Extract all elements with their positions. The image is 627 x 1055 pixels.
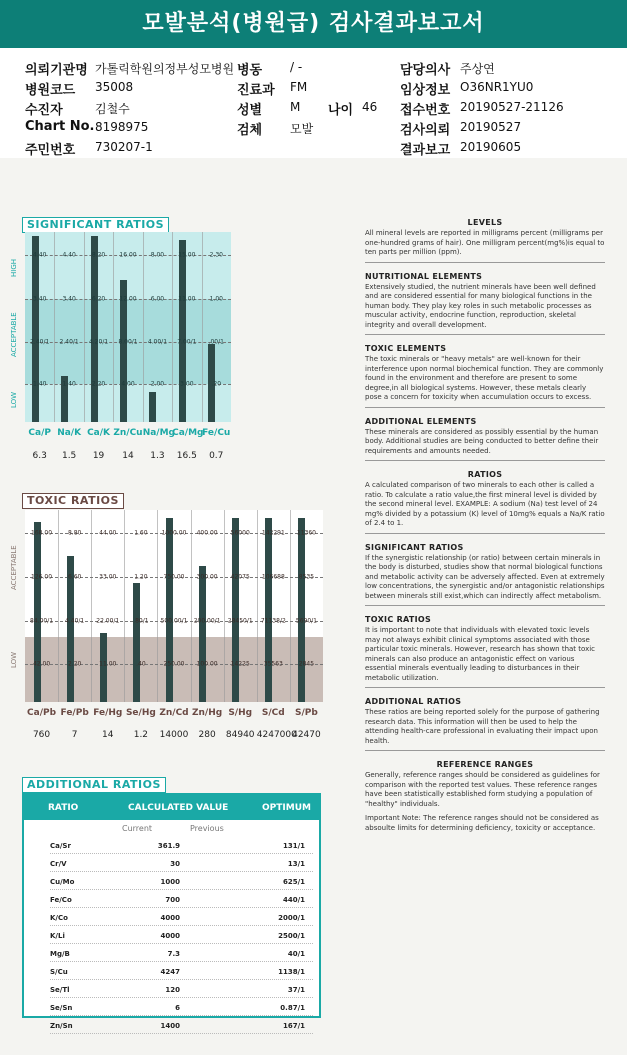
tick-label: 7.00/1 [177, 338, 197, 346]
significant-ratio-values [25, 451, 231, 461]
ratio-name: Mg/B [50, 950, 70, 958]
section-toxic-elements [365, 344, 605, 408]
category-label: Na/K [57, 428, 82, 438]
patient-info [0, 48, 627, 158]
ratio-bar-ca-mg [179, 240, 186, 422]
row-divider [50, 871, 313, 872]
optimum-value: 13/1 [287, 860, 305, 868]
ratio-name: Zn/Sn [50, 1022, 73, 1030]
sig-zone-high: HIGH [10, 258, 18, 277]
tick-label: 3.00 [180, 380, 194, 388]
tick-label: 4.00/1 [147, 338, 168, 346]
tick-label: 400.00 [196, 529, 218, 537]
column-divider [172, 232, 173, 422]
label-receipt-no: 접수번호 [400, 103, 451, 118]
category-label: Zn/Cd [159, 708, 189, 718]
tick-label: 5690/1 [295, 617, 317, 625]
section-additional-ratios [365, 697, 605, 751]
column-divider [124, 510, 125, 702]
label-patient: 수진자 [25, 103, 63, 118]
tick-label: 1.00 [209, 295, 223, 302]
row-divider [50, 925, 313, 926]
additional-ratios-rows [24, 837, 319, 1035]
tick-label: 56000 [230, 529, 250, 537]
tick-label: 42.00 [32, 660, 51, 668]
value-patient: 김철수 [95, 102, 130, 116]
row-divider [50, 1015, 313, 1016]
category-label: S/Cd [261, 708, 285, 718]
tick-label: 8.00 [150, 251, 165, 259]
tick-label: 2.00 [150, 380, 165, 388]
tick-label: 4.20/1 [88, 338, 109, 346]
tick-label: 1000.00 [161, 529, 187, 537]
row-divider [50, 979, 313, 980]
ratio-value: 14 [102, 730, 114, 740]
column-divider [54, 232, 55, 422]
toxic-ratios-heading: TOXIC RATIOS [365, 615, 432, 624]
category-label: S/Hg [228, 708, 253, 718]
levels-heading: LEVELS [467, 218, 503, 227]
ratio-value: 14000 [159, 730, 189, 740]
tick-label: 15.00 [178, 251, 196, 259]
optimum-value: 40/1 [287, 950, 305, 958]
toxic-ratio-categories [25, 708, 323, 718]
explanation-column [365, 218, 605, 842]
tick-label: 3.40 [62, 295, 76, 302]
current-value: 4247 [160, 968, 180, 976]
ratio-bar-ca-pb [34, 522, 41, 702]
tick-label: 28450/1 [227, 617, 253, 625]
ratio-value: 7 [71, 730, 78, 740]
column-divider [257, 510, 258, 702]
zone-band [25, 232, 231, 299]
optimum-value: 2000/1 [278, 914, 305, 922]
ratio-bar-s-hg [232, 518, 239, 702]
current-value: 4000 [160, 932, 180, 940]
report-title: 모발분석(병원급) 검사결과보고서 [0, 0, 627, 48]
sig-zone-acceptable: ACCEPTABLE [10, 312, 18, 357]
tick-label: 12.00 [119, 295, 137, 302]
ratio-name: Ca/Sr [50, 842, 71, 850]
current-value: 700 [165, 896, 180, 904]
value-age: 46 [362, 100, 378, 114]
ratio-bar-fe-hg [100, 633, 107, 702]
toxic-ratios-chart [25, 510, 323, 702]
tick-label: 11.00 [178, 295, 196, 302]
tick-label: 2.20 [91, 380, 106, 388]
ratio-bar-s-pb [298, 518, 305, 702]
significant-ratios-title: SIGNIFICANT RATIOS [22, 217, 169, 233]
tick-label: 71138/2 [260, 617, 286, 625]
ratios-text: A calculated comparison of two minerals to each other is called a ratio. To calculate a ratio value,the first mineral level is divided by the second mineral level. EXAMPLE: A sodium (Na) test level of 24 mg% divided by a potassium (K) level of 10mg% equals a Na/K ratio of 2.4 to 1. [365, 481, 605, 527]
tick-label: 142291 [261, 529, 285, 537]
tick-label: 200.00/1 [193, 617, 221, 625]
category-label: Fe/Cu [202, 428, 231, 438]
section-reference-ranges [365, 760, 605, 833]
header-optimum: OPTIMUM [262, 803, 311, 813]
subheader-current: Current [122, 824, 153, 833]
tick-label: 2.40/1 [59, 338, 79, 346]
row-divider [50, 853, 313, 854]
tick-label: 8.00/1 [118, 338, 138, 346]
additional-ratios-table [22, 793, 321, 1030]
value-hospital-code: 35008 [95, 80, 134, 94]
label-chart-no: Chart No. [25, 119, 95, 134]
category-label: S/Pb [295, 708, 318, 718]
row-divider [50, 943, 313, 944]
tick-label: 22.00/1 [96, 617, 120, 625]
ratio-name: Cr/V [50, 860, 67, 868]
category-label: Fe/Hg [93, 708, 123, 718]
optimum-value: 131/1 [282, 842, 305, 850]
tick-label: 8.80 [67, 529, 82, 537]
value-receipt-no: 20190527-21126 [460, 100, 564, 114]
tick-label: 2.40/1 [30, 338, 50, 346]
toxic-ratio-values [25, 730, 323, 740]
tick-label: 44.00 [99, 529, 117, 537]
ratio-bar-se-hg [133, 583, 140, 702]
additional-ratio-row [24, 891, 319, 909]
header-ratio: RATIO [48, 803, 79, 813]
additional-ratios-title: ADDITIONAL RATIOS [22, 777, 166, 793]
tox-zone-acceptable: ACCEPTABLE [10, 545, 18, 590]
additional-ratio-row [24, 873, 319, 891]
ratio-value: 760 [32, 730, 51, 740]
value-requesting-org: 가톨릭학원의정부성모병원 [95, 62, 235, 76]
tick-label: 4.40 [62, 251, 76, 259]
label-age: 나이 [328, 103, 354, 118]
section-levels [365, 218, 605, 263]
reference-ranges-note: Important Note: The reference ranges should not be considered as absoulte limits for determining deficiency, toxicity or acceptance. [365, 814, 599, 832]
ratio-bar-ca-p [32, 236, 39, 422]
tick-label: 1.60 [134, 529, 148, 537]
row-divider [50, 1033, 313, 1034]
column-divider [58, 510, 59, 702]
category-label: Fe/Pb [60, 708, 89, 718]
label-resident-no: 주민번호 [25, 143, 76, 158]
current-value: 6 [175, 1004, 180, 1012]
tick-label: 35563 [263, 660, 283, 668]
tick-label: 6.20 [91, 295, 106, 302]
row-divider [50, 907, 313, 908]
tick-label: 2.20 [67, 660, 82, 668]
tick-label: 33.00 [99, 573, 117, 581]
column-divider [91, 510, 92, 702]
value-specimen: 모발 [290, 122, 314, 136]
tick-label: 300.00 [196, 573, 218, 581]
reference-ranges-text: Generally, reference ranges should be considered as guidelines for comparison with the reported test values. These reference ranges have been statistically established form studying a population of "healthy" individuals. [365, 771, 600, 808]
tick-label: 100.00 [196, 660, 218, 668]
tick-label: 250.00 [163, 660, 185, 668]
tick-label: 500.00/1 [160, 617, 188, 625]
tick-label: 1.40 [33, 380, 47, 388]
value-chart-no: 8198975 [95, 120, 149, 134]
section-toxic-ratios [365, 615, 605, 688]
tick-label: .20 [211, 380, 222, 388]
tick-label: 6.60 [67, 573, 82, 581]
tick-label: .40 [136, 660, 146, 668]
toxic-ratios-text: It is important to note that individuals with elevated toxic levels may not always exhibit clinical symptoms associated with those particular toxic minerals. However, research has shown that toxic minerals can also produce an antagonistic effect on various essential minerals eventually leading to disturbances in their metabolic utilization. [365, 626, 596, 682]
tick-label: 168.00 [31, 529, 53, 537]
column-divider [202, 232, 203, 422]
row-divider [50, 961, 313, 962]
value-doctor: 주상연 [460, 62, 495, 76]
additional-ratio-row [24, 927, 319, 945]
tick-label: 1.20 [134, 573, 148, 581]
nutritional-heading: NUTRITIONAL ELEMENTS [365, 271, 483, 281]
toxic-ratios-title: TOXIC RATIOS [22, 493, 124, 509]
label-ward: 병동 [237, 63, 263, 78]
value-test-request: 20190527 [460, 120, 522, 134]
reference-ranges-heading: REFERENCE RANGES [436, 760, 534, 769]
label-clinical-info: 임상정보 [400, 83, 451, 98]
value-clinical-info: O36NR1YU0 [460, 80, 534, 94]
additional-ratio-row [24, 837, 319, 855]
significant-ratios-heading: SIGNIFICANT RATIOS [365, 542, 464, 552]
toxic-elements-heading: TOXIC ELEMENTS [365, 344, 447, 353]
row-divider [50, 889, 313, 890]
nutritional-text: Extensively studied, the nutrient minerals have been well defined and are considered essential for many biological functions in the human body. They play key roles in such metabolic processes as muscular activity, endocrine function, reproduction, skeletal integrity and overall development. [365, 282, 596, 329]
toxic-elements-text: The toxic minerals or "heavy metals" are well-known for their interference upon normal biochemical function. They are commonly found in the environment and therefore are present to some degree,in all biological systems. However, these metals clearly pose a concern for toxicity when accumulation occurs to excess. [365, 355, 604, 401]
section-additional-elements [365, 417, 605, 462]
ratio-name: Fe/Co [50, 896, 72, 904]
column-divider [113, 232, 114, 422]
ratio-value: 1.5 [61, 451, 77, 461]
tick-label: 2.30 [209, 251, 223, 259]
ratio-name: K/Co [50, 914, 68, 922]
current-value: 361.9 [157, 842, 180, 850]
value-sex: M [290, 100, 301, 114]
value-resident-no: 730207-1 [95, 140, 153, 154]
ratio-value: 1.2 [133, 730, 149, 740]
tox-zone-low: LOW [10, 651, 18, 668]
section-nutritional [365, 272, 605, 336]
ratio-value: 84940 [225, 730, 255, 740]
optimum-value: 1138/1 [278, 968, 305, 976]
ratio-bar-na-mg [149, 392, 156, 422]
category-label: Na/Mg [142, 428, 175, 438]
tick-label: 11.00 [99, 660, 117, 668]
tick-label: .00/1 [208, 338, 224, 346]
ratio-value: 14 [122, 451, 134, 461]
category-label: Ca/Mg [172, 428, 204, 438]
additional-ratios-heading: ADDITIONAL RATIOS [365, 697, 462, 706]
tick-label: 6.00 [150, 295, 165, 302]
additional-ratio-row [24, 981, 319, 999]
additional-ratio-row [24, 963, 319, 981]
category-label: Ca/Pb [27, 708, 57, 718]
category-label: Zn/Hg [192, 708, 223, 718]
ratio-name: Cu/Mo [50, 878, 75, 886]
tick-label: 126.00 [31, 573, 53, 581]
tick-label: 14225 [230, 660, 250, 668]
ratio-value: 42470 [292, 730, 321, 740]
ratio-value: 0.7 [209, 451, 224, 461]
label-department: 진료과 [237, 83, 275, 98]
label-test-request: 검사의뢰 [400, 123, 451, 138]
label-doctor: 담당의사 [400, 63, 451, 78]
tick-label: 750.00 [163, 573, 185, 581]
ratio-bar-s-cd [265, 518, 272, 702]
column-divider [290, 510, 291, 702]
additional-ratio-row [24, 855, 319, 873]
category-label: Se/Hg [125, 708, 156, 718]
ratio-value: 6.3 [32, 451, 47, 461]
ratio-value: 19 [92, 451, 105, 461]
tick-label: 3.40 [33, 295, 47, 302]
levels-text: All mineral levels are reported in milligrams percent (milligrams per one-hundred grams of hair). One milligram percent(mg%)is equal to ten parts per million (ppm). [365, 229, 605, 256]
value-ward: / - [290, 60, 303, 74]
additional-ratios-text: These ratios are being reported solely for the purpose of gathering research data. This information will then be used to help the attending health-care professional in evaluating their impact upon health. [365, 708, 600, 745]
ratio-name: Se/Tl [50, 986, 70, 994]
ratio-value: 16.5 [176, 451, 197, 461]
current-value: 7.3 [167, 950, 180, 958]
additional-ratios-header [24, 795, 319, 820]
column-divider [84, 232, 85, 422]
ratio-name: S/Cu [50, 968, 68, 976]
section-ratios [365, 470, 605, 534]
tick-label: 8.20 [91, 251, 106, 259]
optimum-value: 37/1 [287, 986, 305, 994]
significant-ratios-text: If the synergistic relationship (or ratio) between certain minerals in the body is disturbed, studies show that normal biological functions and metabolic activity can be adversely affected. Even at extremely low concentrations, the synergistic and/or antagonistic relationships between minerals still exist,which can indirectly affect metabolism. [365, 553, 605, 600]
tick-label: 4.40 [33, 251, 47, 259]
tick-label: 11360 [296, 529, 316, 537]
column-divider [143, 232, 144, 422]
ratio-value: 1.3 [150, 451, 165, 461]
zone-band [25, 384, 231, 422]
current-value: 4000 [160, 914, 180, 922]
current-value: 120 [165, 986, 180, 994]
ratios-heading: RATIOS [467, 470, 503, 479]
optimum-value: 167/1 [282, 1022, 305, 1030]
tick-label: 42075 [230, 573, 250, 581]
ratio-bar-zn-hg [199, 566, 206, 702]
tick-label: 4.00 [121, 380, 135, 388]
additional-ratio-row [24, 1017, 319, 1035]
subheader-previous: Previous [190, 824, 224, 833]
tick-label: 8535 [298, 573, 315, 581]
optimum-value: 440/1 [282, 896, 305, 904]
label-sex: 성별 [237, 103, 263, 118]
additional-ratio-row [24, 945, 319, 963]
column-divider [224, 510, 225, 702]
optimum-value: 625/1 [282, 878, 305, 886]
ratio-value: 280 [198, 730, 216, 740]
label-hospital-code: 병원코드 [25, 83, 76, 98]
ratio-value: 4247000 [256, 730, 297, 740]
additional-ratio-row [24, 909, 319, 927]
current-value: 1000 [160, 878, 180, 886]
additional-ratio-row [24, 999, 319, 1017]
category-label: Zn/Cu [113, 428, 143, 438]
tick-label: 1.40 [62, 380, 76, 388]
current-value: 1400 [160, 1022, 180, 1030]
ratio-bar-zn-cd [166, 518, 173, 702]
label-result-report: 결과보고 [400, 143, 451, 158]
additional-elements-heading: ADDITIONAL ELEMENTS [365, 416, 477, 426]
additional-elements-text: These minerals are considered as possibly essential by the human body. Additional studies are being conducted to better define their requirements and amounts needed. [365, 427, 599, 455]
sig-zone-low: LOW [10, 391, 18, 408]
current-value: 30 [170, 860, 180, 868]
category-label: Ca/P [28, 428, 51, 438]
significant-ratio-categories [25, 428, 231, 438]
ratio-name: K/Li [50, 932, 65, 940]
ratio-bar-ca-k [91, 236, 98, 422]
column-divider [191, 510, 192, 702]
value-department: FM [290, 80, 308, 94]
value-result-report: 20190605 [460, 140, 522, 154]
tick-label: .80/1 [133, 617, 149, 625]
section-significant-ratios [365, 543, 605, 607]
header-calculated-value: CALCULATED VALUE [128, 803, 229, 813]
optimum-value: 0.87/1 [280, 1004, 305, 1012]
tick-label: 106688 [261, 573, 285, 581]
row-divider [50, 997, 313, 998]
tick-label: 84.00/1 [30, 617, 54, 625]
optimum-value: 2500/1 [278, 932, 305, 940]
tick-label: 16.00 [119, 251, 137, 259]
category-label: Ca/K [87, 428, 111, 438]
tick-label: 4.40/1 [65, 617, 85, 625]
column-divider [157, 510, 158, 702]
significant-ratios-chart [25, 232, 231, 422]
tick-label: 2845 [298, 660, 315, 668]
label-requesting-org: 의뢰기관명 [25, 63, 88, 78]
ratio-name: Se/Sn [50, 1004, 73, 1012]
label-specimen: 검체 [237, 123, 263, 138]
